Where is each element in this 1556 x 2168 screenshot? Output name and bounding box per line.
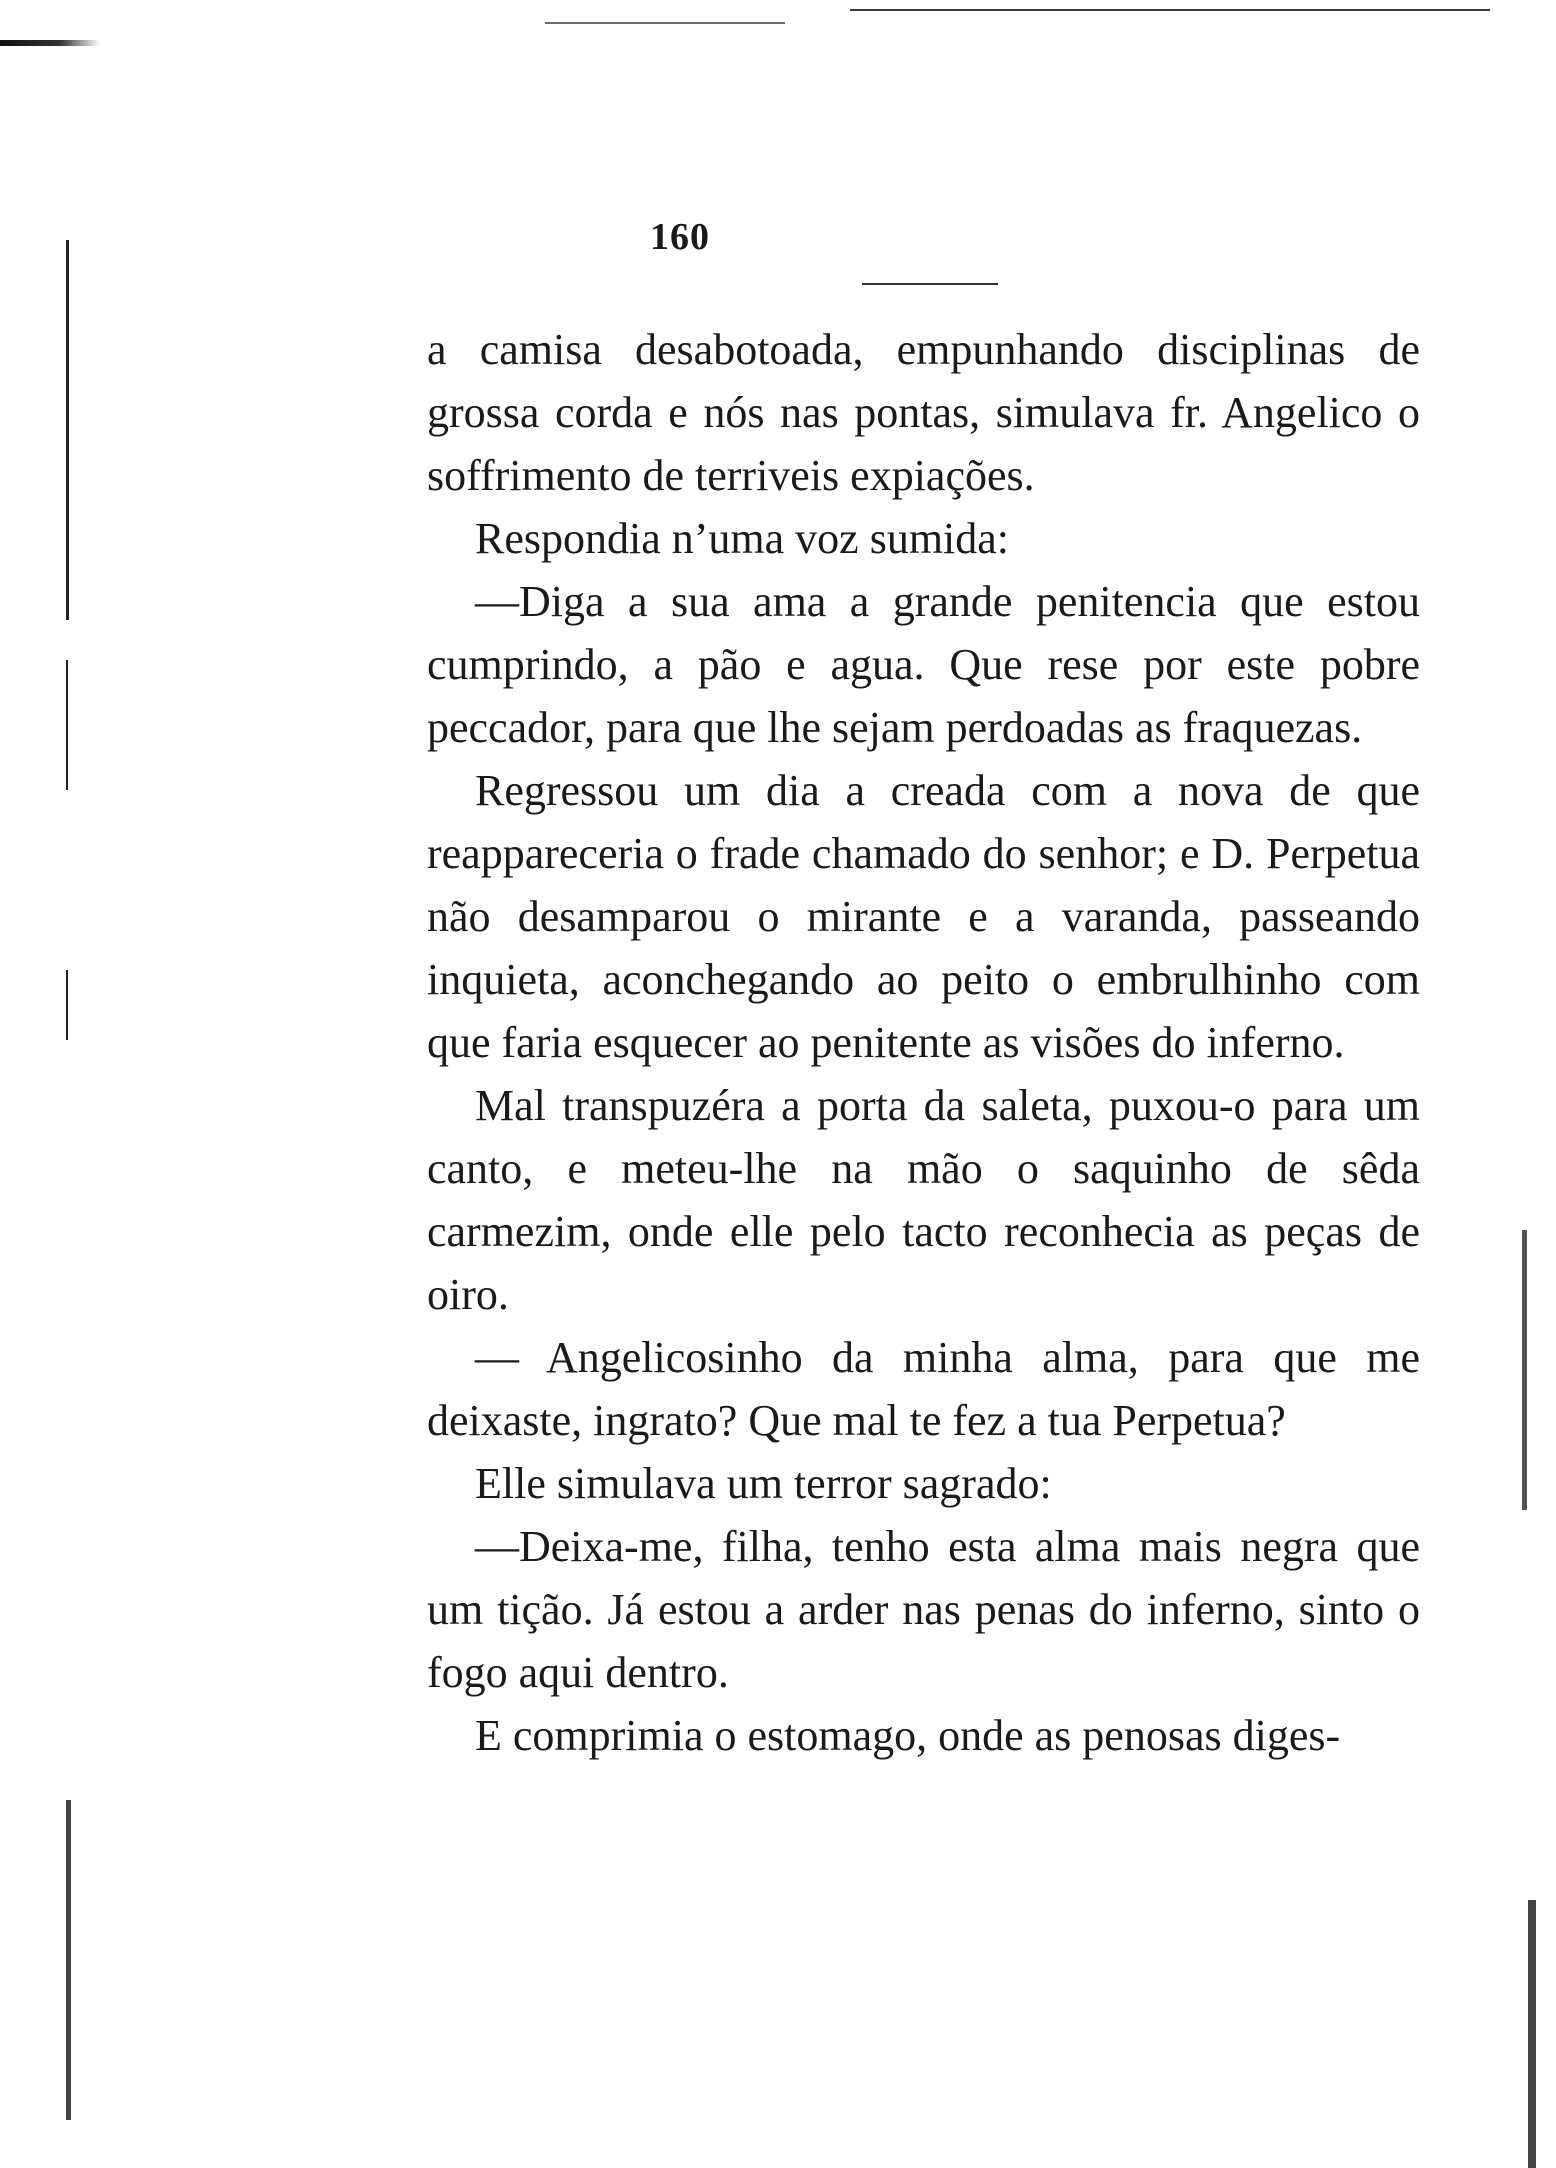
paragraph: — Angelicosinho da minha alma, para que me deixaste, ingrato? Que mal te fez a tua Perpetua? [427,1333,1420,1445]
scan-edge-line [545,22,785,24]
scan-corner-mark [0,40,100,46]
scan-left-edge [66,660,68,790]
paragraph: E comprimia o estomago, onde as penosas diges- [475,1711,1341,1760]
paragraph: Mal transpuzéra a porta da saleta, puxou-o para um canto, e meteu-lhe na mão o saquinho de sêda carmezim, onde elle pelo tacto reconhecia as peças de oiro. [427,1081,1420,1319]
scan-left-edge [66,240,69,620]
scan-edge-line [850,9,1490,11]
page-number-text: 160 [650,216,710,258]
paragraph: —Deixa-me, filha, tenho esta alma mais negra que um tição. Já estou a arder nas penas do inferno, sinto o fogo aqui dentro. [427,1522,1420,1697]
scan-left-edge [66,970,68,1040]
body-text [427,318,1420,1767]
scan-left-edge [66,1800,71,2120]
paragraph: Elle simulava um terror sagrado: [475,1459,1052,1508]
scan-right-edge [1522,1230,1527,1510]
paragraph: Regressou um dia a creada com a nova de que reappareceria o frade chamado do senhor; e D. Perpetua não desamparou o mirante e a varanda, passeando inquieta, aconchegando ao peito o embrulhinho com que faria esquecer ao penitente as visões do inferno. [427,766,1420,1067]
paragraph: —Diga a sua ama a grande penitencia que estou cumprindo, a pão e agua. Que rese por este pobre peccador, para que lhe sejam perdoadas as fraquezas. [427,577,1420,752]
page-number [0,215,1556,259]
paragraph: a camisa desabotoada, empunhando disciplinas de grossa corda e nós nas pontas, simulava fr. Angelico o soffrimento de terriveis expiações. [427,325,1420,500]
scan-right-edge [1528,1900,1536,2168]
page-number-rule [862,283,998,285]
paragraph: Respondia n’uma voz sumida: [475,514,1010,563]
